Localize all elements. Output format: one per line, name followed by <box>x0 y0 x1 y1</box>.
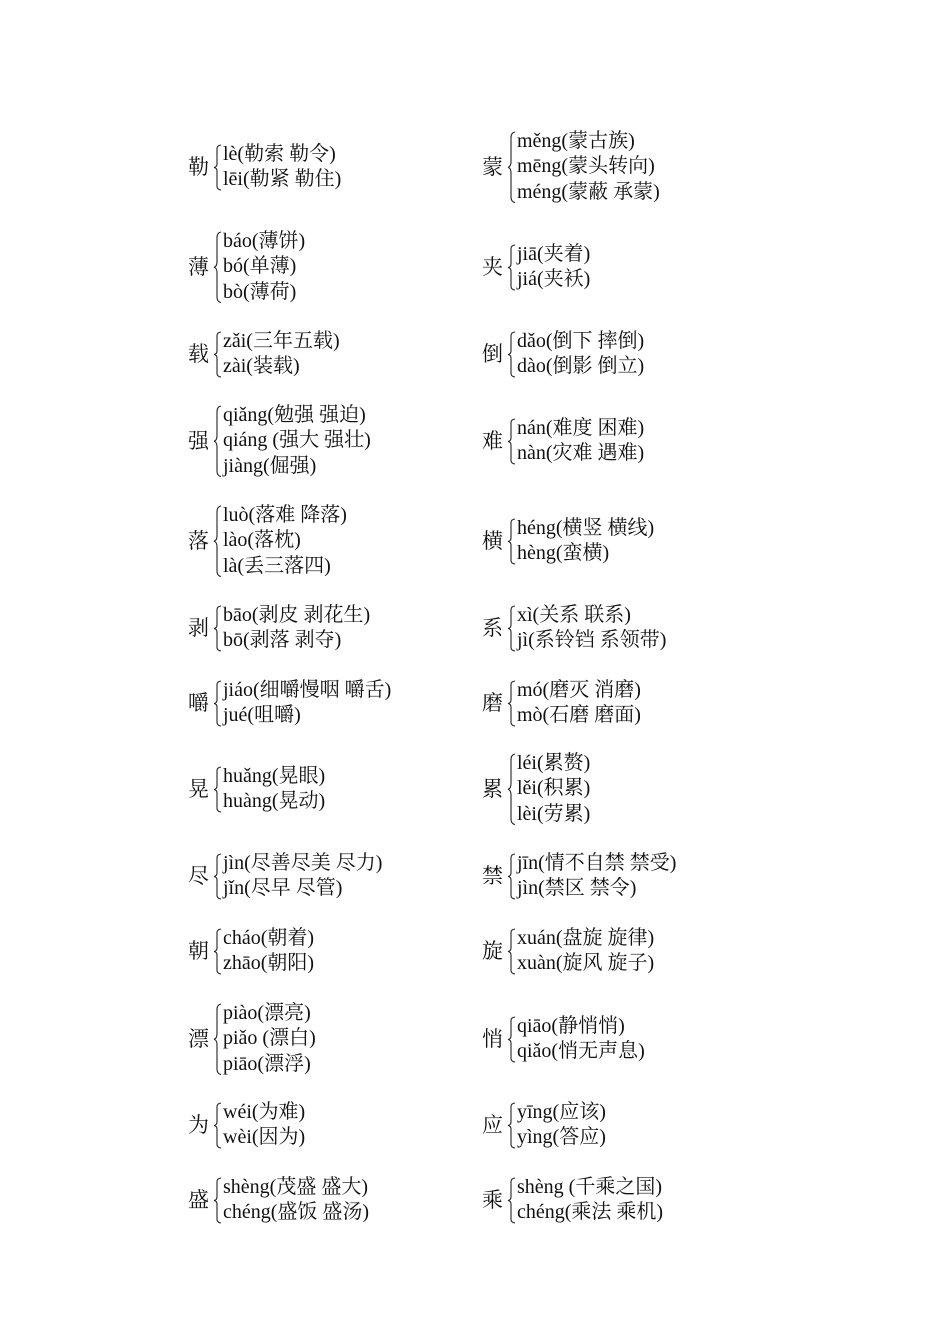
polyphone-entry <box>482 516 882 567</box>
left-brace-icon <box>214 929 222 974</box>
reading-list <box>517 1014 645 1065</box>
entry-character: 强 <box>188 428 209 453</box>
reading-line: nàn(灾难 遇难) <box>517 442 645 464</box>
reading-line: jīn(情不自禁 禁受) <box>517 851 677 874</box>
left-brace-icon <box>508 754 516 825</box>
reading-list <box>223 503 347 580</box>
reading-line: xuán(盘旋 旋律) <box>517 926 655 949</box>
entry-character: 旋 <box>482 938 503 963</box>
reading-line: lēi(勒紧 勒住) <box>223 168 342 190</box>
polyphone-entry <box>482 1100 882 1151</box>
reading-line: bò(薄荷) <box>223 280 297 303</box>
polyphone-entry <box>482 242 882 293</box>
entry-character: 剥 <box>188 615 209 640</box>
left-brace-icon <box>214 406 222 477</box>
left-brace-icon <box>508 419 516 464</box>
brace <box>508 516 516 567</box>
reading-list <box>517 926 654 977</box>
polyphone-entry <box>482 1014 882 1065</box>
reading-line: jǐn(尽早 尽管) <box>223 877 343 899</box>
reading-line: héng(横竖 横线) <box>517 516 655 539</box>
reading-line: piǎo (漂白) <box>223 1027 316 1050</box>
entry-character: 勒 <box>188 154 209 179</box>
left-brace-icon <box>214 767 222 812</box>
left-brace-icon <box>214 1004 222 1075</box>
reading-list <box>517 242 590 293</box>
reading-line: zhāo(朝阳) <box>223 952 315 974</box>
entry-character: 载 <box>188 341 209 366</box>
left-brace-icon <box>214 506 222 577</box>
entry-character: 尽 <box>188 863 209 888</box>
brace <box>214 403 222 480</box>
entry-character: 横 <box>482 528 503 553</box>
reading-list <box>223 851 382 902</box>
reading-line: nán(难度 困难) <box>517 416 645 439</box>
left-brace-icon <box>214 332 222 377</box>
entry-character: 朝 <box>188 938 209 963</box>
left-brace-icon <box>508 245 516 290</box>
polyphone-entry <box>482 751 882 828</box>
polyphone-entry <box>482 329 882 380</box>
reading-line: jiā(夹着) <box>517 242 591 265</box>
reading-line: lào(落枕) <box>223 529 301 552</box>
brace <box>214 678 222 729</box>
reading-line: shèng (千乘之国) <box>517 1175 662 1198</box>
entry-character: 蒙 <box>482 154 503 179</box>
polyphone-entry <box>482 603 882 654</box>
polyphone-entry <box>482 129 882 206</box>
left-brace-icon <box>508 681 516 726</box>
left-brace-icon <box>214 606 222 651</box>
entry-character: 夹 <box>482 254 503 279</box>
reading-line: jué(咀嚼) <box>223 704 301 726</box>
reading-line: piào(漂亮) <box>223 1001 311 1024</box>
brace <box>214 1001 222 1078</box>
reading-line: léi(累赘) <box>517 751 591 774</box>
reading-list <box>223 678 391 729</box>
reading-list <box>223 1175 369 1226</box>
brace <box>508 678 516 729</box>
reading-list <box>517 1100 606 1151</box>
reading-list <box>223 926 314 977</box>
reading-list <box>517 1175 663 1226</box>
reading-line: qiāo(静悄悄) <box>517 1014 625 1037</box>
entry-character: 悄 <box>482 1026 503 1051</box>
polyphone-entry <box>482 678 882 729</box>
entry-character: 难 <box>482 428 503 453</box>
brace <box>508 129 516 206</box>
reading-line: bó(单薄) <box>223 255 297 278</box>
reading-line: jiàng(倔强) <box>223 454 317 477</box>
reading-line: lěi(积累) <box>517 777 591 800</box>
left-brace-icon <box>508 929 516 974</box>
reading-list <box>517 851 676 902</box>
reading-list <box>517 129 660 206</box>
brace <box>214 764 222 815</box>
reading-line: xuàn(旋风 旋子) <box>517 952 655 974</box>
reading-line: mēng(蒙头转向) <box>517 155 655 178</box>
brace <box>508 851 516 902</box>
entry-character: 累 <box>482 776 503 801</box>
reading-line: jiáo(细嚼慢咽 嚼舌) <box>223 678 392 701</box>
brace <box>508 416 516 467</box>
brace <box>214 1175 222 1226</box>
reading-list <box>223 329 340 380</box>
reading-line: cháo(朝着) <box>223 926 315 949</box>
left-brace-icon <box>508 854 516 899</box>
reading-line: qiǎo(悄无声息) <box>517 1040 645 1062</box>
brace <box>508 1014 516 1065</box>
reading-line: měng(蒙古族) <box>517 129 635 152</box>
reading-list <box>223 1001 316 1078</box>
reading-line: chéng(盛饭 盛汤) <box>223 1201 370 1223</box>
reading-line: méng(蒙蔽 承蒙) <box>517 180 660 203</box>
reading-line: huàng(晃动) <box>223 790 326 812</box>
reading-line: hèng(蛮横) <box>517 542 610 564</box>
reading-line: lè(勒索 勒令) <box>223 142 336 165</box>
left-brace-icon <box>508 1103 516 1148</box>
reading-line: jìn(禁区 禁令) <box>517 877 637 899</box>
brace <box>508 1100 516 1151</box>
reading-line: là(丢三落四) <box>223 554 331 577</box>
left-brace-icon <box>508 1178 516 1223</box>
entry-character: 漂 <box>188 1026 209 1051</box>
reading-line: yīng(应该) <box>517 1100 606 1123</box>
brace <box>214 603 222 654</box>
left-brace-icon <box>214 1178 222 1223</box>
brace <box>508 603 516 654</box>
entry-character: 倒 <box>482 341 503 366</box>
reading-line: zǎi(三年五载) <box>223 329 340 352</box>
entry-character: 系 <box>482 615 503 640</box>
reading-line: jì(系铃铛 系领带) <box>517 629 667 651</box>
brace <box>508 1175 516 1226</box>
right-column <box>482 0 882 1344</box>
entry-character: 应 <box>482 1112 503 1137</box>
entry-character: 落 <box>188 528 209 553</box>
reading-list <box>517 751 590 828</box>
reading-line: jiá(夹袄) <box>517 268 591 290</box>
reading-line: qiáng (强大 强壮) <box>223 429 371 452</box>
reading-line: bō(剥落 剥夺) <box>223 629 342 651</box>
entry-character: 嚼 <box>188 690 209 715</box>
reading-line: dǎo(倒下 摔倒) <box>517 329 645 352</box>
left-brace-icon <box>508 519 516 564</box>
reading-line: wèi(因为) <box>223 1126 306 1148</box>
left-brace-icon <box>214 854 222 899</box>
reading-list <box>223 603 370 654</box>
reading-line: yìng(答应) <box>517 1126 606 1148</box>
entry-character: 磨 <box>482 690 503 715</box>
reading-line: jìn(尽善尽美 尽力) <box>223 851 383 874</box>
entry-character: 为 <box>188 1112 209 1137</box>
reading-list <box>223 229 305 306</box>
polyphone-entry <box>482 851 882 902</box>
brace <box>214 851 222 902</box>
reading-line: lèi(劳累) <box>517 802 591 825</box>
reading-list <box>223 403 371 480</box>
reading-line: luò(落难 降落) <box>223 503 347 526</box>
brace <box>214 1100 222 1151</box>
polyphone-entry <box>482 926 882 977</box>
left-brace-icon <box>214 1103 222 1148</box>
brace <box>214 142 222 193</box>
brace <box>508 926 516 977</box>
reading-line: dào(倒影 倒立) <box>517 355 645 377</box>
entry-character: 薄 <box>188 254 209 279</box>
left-brace-icon <box>508 606 516 651</box>
reading-list <box>223 764 325 815</box>
reading-line: zài(装载) <box>223 355 300 377</box>
left-brace-icon <box>508 132 516 203</box>
reading-line: qiǎng(勉强 强迫) <box>223 403 366 426</box>
reading-list <box>223 142 341 193</box>
entry-character: 晃 <box>188 776 209 801</box>
reading-line: wéi(为难) <box>223 1100 306 1123</box>
reading-list <box>517 516 654 567</box>
brace <box>214 503 222 580</box>
brace <box>214 926 222 977</box>
entry-character: 乘 <box>482 1187 503 1212</box>
reading-line: báo(薄饼) <box>223 229 306 252</box>
reading-line: xì(关系 联系) <box>517 603 631 626</box>
reading-list <box>517 603 666 654</box>
left-brace-icon <box>214 232 222 303</box>
brace <box>214 229 222 306</box>
polyphone-entry <box>482 1175 882 1226</box>
entry-character: 盛 <box>188 1187 209 1212</box>
polyphone-entry <box>482 416 882 467</box>
left-brace-icon <box>214 681 222 726</box>
reading-line: shèng(茂盛 盛大) <box>223 1175 368 1198</box>
reading-line: mò(石磨 磨面) <box>517 704 641 726</box>
reading-list <box>223 1100 305 1151</box>
brace <box>508 751 516 828</box>
reading-list <box>517 329 644 380</box>
left-brace-icon <box>214 145 222 190</box>
brace <box>214 329 222 380</box>
reading-list <box>517 678 641 729</box>
brace <box>508 242 516 293</box>
reading-line: mó(磨灭 消磨) <box>517 678 641 701</box>
entry-character: 禁 <box>482 863 503 888</box>
left-brace-icon <box>508 1017 516 1062</box>
reading-list <box>517 416 644 467</box>
reading-line: huǎng(晃眼) <box>223 764 326 787</box>
left-brace-icon <box>508 332 516 377</box>
reading-line: bāo(剥皮 剥花生) <box>223 603 371 626</box>
reading-line: chéng(乘法 乘机) <box>517 1201 664 1223</box>
reading-line: piāo(漂浮) <box>223 1052 311 1075</box>
brace <box>508 329 516 380</box>
